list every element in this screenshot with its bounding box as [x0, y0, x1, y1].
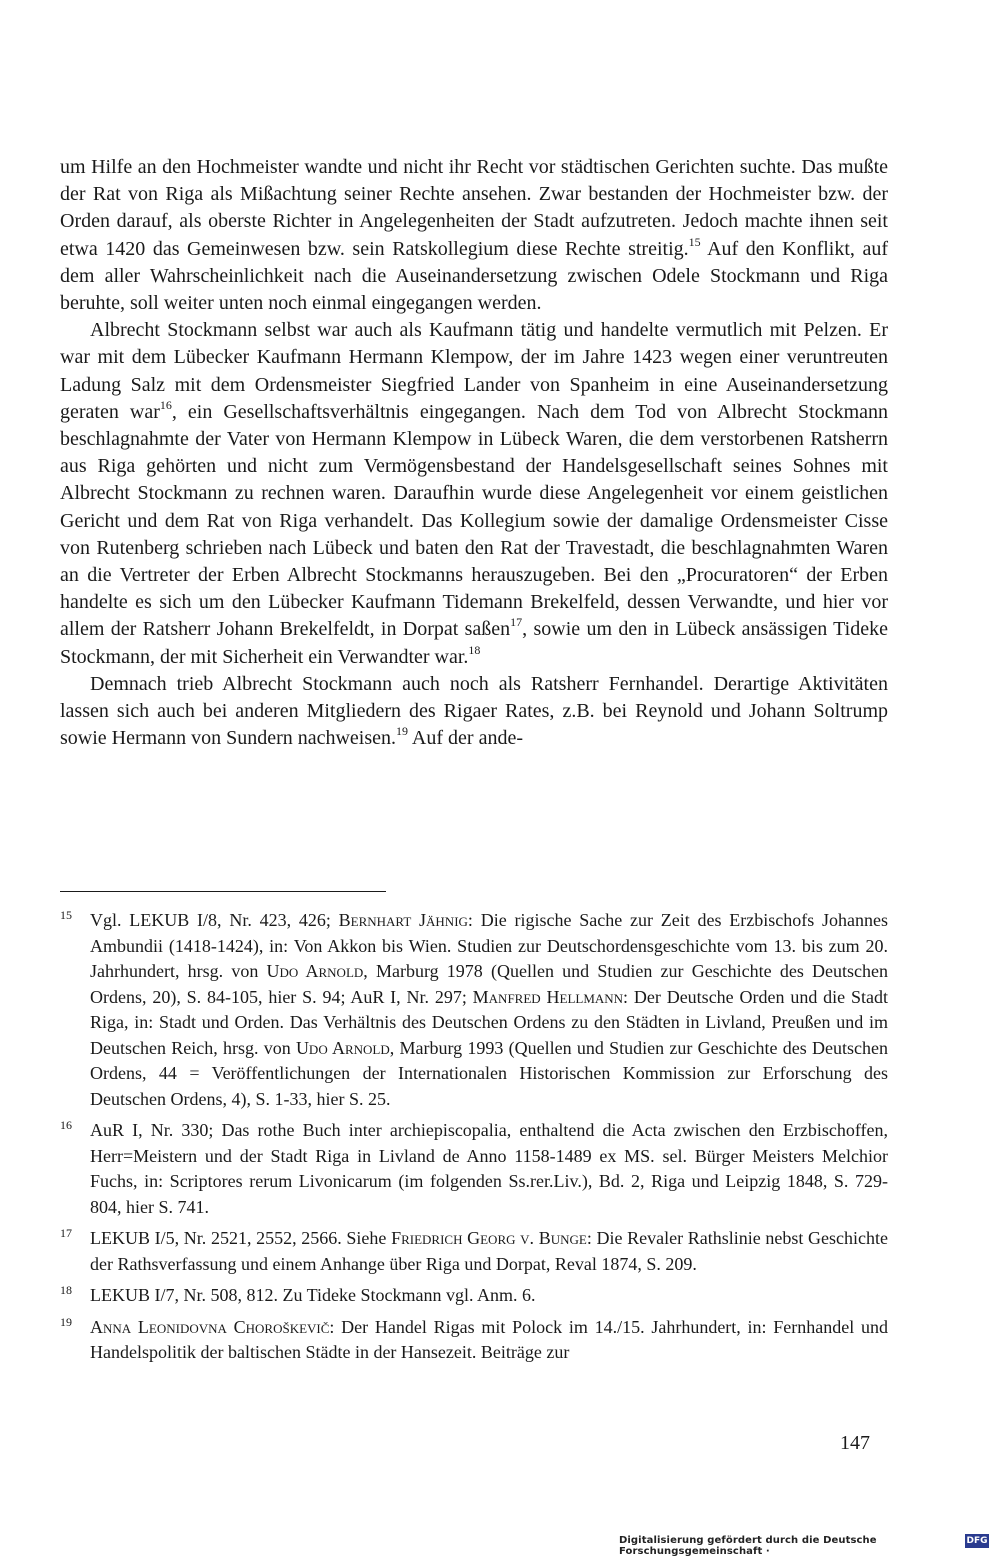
footnote-ref-15[interactable]: 15	[688, 234, 701, 249]
author-name: Friedrich Georg v. Bunge	[391, 1228, 587, 1248]
footnote-text: LEKUB I/7, Nr. 508, 812. Zu Tideke Stockmann vgl. Anm. 6.	[90, 1285, 536, 1305]
text-run: Auf den Konflikt, auf dem aller Wahrscheinlichkeit nach die Auseinandersetzung zwischen Odele Stockmann und Riga beruhte, soll weiter unten noch einmal eingegangen werden.	[60, 237, 888, 315]
text-run: LEKUB I/5, Nr. 2521, 2552, 2566. Siehe	[90, 1228, 392, 1248]
text-run: Auf der ande-	[408, 727, 523, 750]
footnote-separator	[60, 891, 386, 892]
footnote-ref-19[interactable]: 19	[396, 724, 409, 739]
footnote-text	[90, 1226, 888, 1277]
text-run: : Der Deutsche Orden und die Stadt Riga, in: Stadt und Orden. Das Verhältnis des Deutschen Ordens zu den Städten in Livland, Preußen und im Deutschen Reich, hrsg. von	[90, 986, 888, 1058]
text-run: , ein Gesellschaftsverhältnis eingegangen. Nach dem Tod von Albrecht Stockmann beschlagnahmte der Vater von Hermann Klempow in Lübeck Waren, die dem verstorbenen Ratsherrn aus Riga gehörten und nicht zum Vermögensbestand der Handelsgesellschaft seines Sohnes mit Albrecht Stockmann zu rechnen waren. Daraufhin wurde diese Angelegenheit vor einem geistlichen Gericht und dem Rat von Riga verhandelt. Das Kollegium sowie der damalige Ordensmeister Cisse von Rutenberg schrieben nach Lübeck und baten den Rat der Travestadt, die beschlagnahmten Waren an die Vertreter der Erben Albrecht Stockmanns herauszugeben. Bei den „Procuratoren“ der Erben handelte es sich um den Lübecker Kaufmann Tidemann Brekelfeld, dessen Verwandte, und hier vor allem der Ratsherr Johann Brekelfeldt, in Dorpat saßen	[60, 400, 888, 641]
footnote-number: 15	[60, 908, 72, 922]
text-run: um Hilfe an den Hochmeister wandte und nicht ihr Recht vor städtischen Gerichten suchte. Das mußte der Rat von Riga als Mißachtung seiner Rechte ansehen. Zwar bestanden der Hochmeister bzw. der Orden darauf, als oberste Richter in Angelegenheiten der Stadt aufzutreten. Jedoch machte ihnen seit etwa 1420 das Gemeinwesen bzw. sein Ratskollegium diese Rechte streitig.	[60, 156, 888, 260]
footnote-ref-18[interactable]: 18	[468, 642, 481, 657]
footnote-text	[90, 908, 888, 1112]
text-run: : Die rigische Sache zur Zeit des Erzbischofs Johannes Ambundii (1418-1424), in: Von Akkon bis Wien. Studien zur Deutschordensgeschichte vom 13. bis zum 20. Jahrhundert, hrsg. von	[90, 910, 888, 981]
footnote-number: 17	[60, 1226, 72, 1240]
footnote-15	[60, 908, 888, 1112]
author-name: Anna Leonidovna Choroškevič	[90, 1316, 330, 1337]
text-run: : Die Revaler Rathslinie nebst Geschichte der Rathsverfassung und einem Anhange über Riga und Dorpat, Reval 1874, S. 209.	[90, 1228, 888, 1274]
text-run: , Marburg 1978 (Quellen und Studien zur Geschichte des Deutschen Ordens, 20), S. 84-105, hier S. 94; AuR I, Nr. 297;	[90, 961, 888, 1007]
author-name: Udo Arnold	[266, 961, 364, 981]
footnote-text: AuR I, Nr. 330; Das rothe Buch inter archiepiscopalia, enthaltend die Acta zwischen den Erzbischoffen, Herr=Meistern und der Stadt Riga in Livland de Anno 1158-1489 ex MS. sel. Bürger Meisters Melchior Fuchs, in: Scriptores rerum Livonicarum (im folgenden Ss.rer.Liv.), Bd. 2, Riga und Leipzig 1848, S. 729-804, hier S. 741.	[90, 1120, 888, 1217]
footnote-text	[90, 1315, 888, 1366]
footnote-number: 16	[60, 1118, 72, 1132]
footnote-number: 18	[60, 1283, 72, 1297]
paragraph-2	[60, 317, 888, 671]
page-number: 147	[840, 1432, 870, 1454]
footnotes	[60, 908, 888, 1372]
footnote-number: 19	[60, 1314, 72, 1329]
footnote-18	[60, 1283, 888, 1309]
digitization-credit: Digitalisierung gefördert durch die Deutsche Forschungsgemeinschaft ·	[619, 1535, 877, 1557]
author-name: Bernhart Jähnig	[338, 910, 468, 930]
main-text	[60, 154, 888, 752]
text-run: : Der Handel Rigas mit Polock im 14./15. Jahrhundert, in: Fernhandel und Handelspolitik der baltischen Städte in der Hansezeit. Beiträge zur	[90, 1316, 888, 1362]
text-run: Demnach trieb Albrecht Stockmann auch noch als Ratsherr Fernhandel. Derartige Aktivitäten lassen sich auch bei anderen Mitgliedern des Rigaer Rates, z.B. bei Reynold und Johann Soltrump sowie Hermann von Sundern nachweisen.	[60, 672, 888, 750]
author-name: Udo Arnold	[295, 1037, 390, 1058]
footnote-ref-17[interactable]: 17	[510, 615, 523, 630]
author-name: Manfred Hellmann	[472, 986, 624, 1007]
footnote-ref-16[interactable]: 16	[159, 397, 172, 412]
text-run: , sowie um den in Lübeck ansässigen Tideke Stockmann, der mit Sicherheit ein Verwandter war.	[60, 618, 888, 668]
footnote-19	[60, 1315, 888, 1366]
dfg-logo: DFG	[966, 1536, 988, 1546]
paragraph-1	[60, 154, 888, 317]
text-run: Albrecht Stockmann selbst war auch als Kaufmann tätig und handelte vermutlich mit Pelzen. Er war mit dem Lübecker Kaufmann Hermann Klempow, der im Jahre 1423 wegen einer veruntreuten Ladung Salz mit dem Ordensmeister Siegfried Lander von Spanheim in eine Auseinandersetzung geraten war	[60, 319, 888, 423]
footnote-17	[60, 1226, 888, 1277]
footnote-16	[60, 1118, 888, 1220]
text-run: , Marburg 1993 (Quellen und Studien zur Geschichte des Deutschen Ordens, 44 = Veröffentlichungen der Internationalen Historischen Kommission zur Erforschung des Deutschen Ordens, 4), S. 1-33, hier S. 25.	[90, 1037, 888, 1109]
paragraph-3	[60, 671, 888, 753]
text-run: Vgl. LEKUB I/8, Nr. 423, 426;	[90, 910, 339, 930]
